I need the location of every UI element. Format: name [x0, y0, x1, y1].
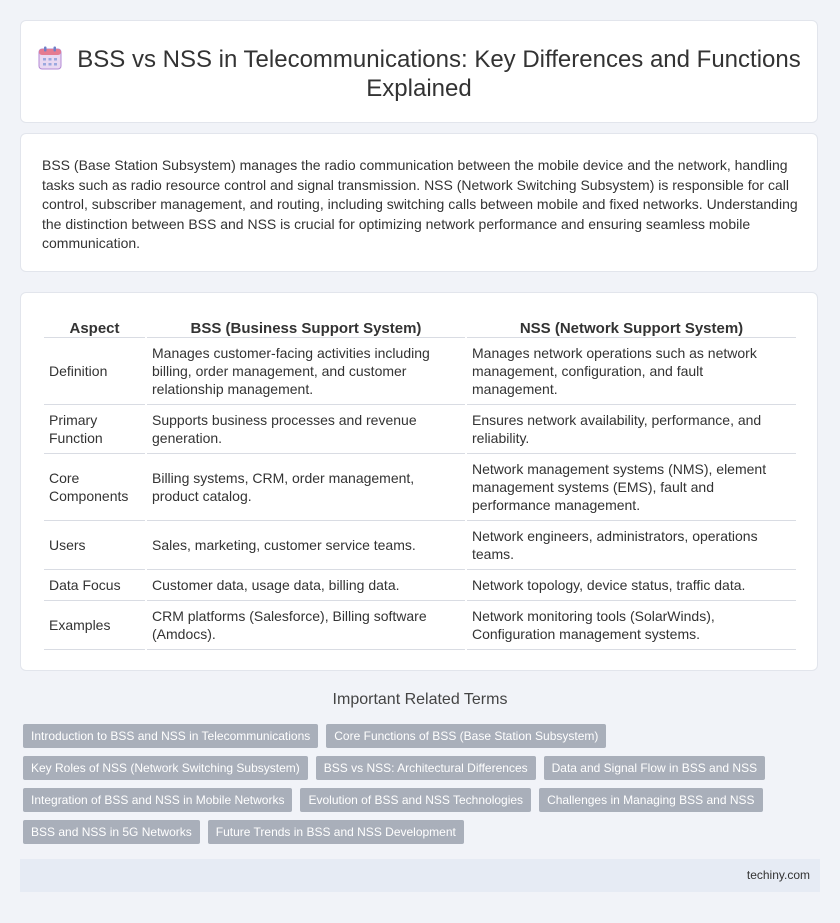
row-nss: Manages network operations such as network management, configuration, and fault management. [467, 338, 796, 405]
tag-row [23, 788, 813, 812]
related-term-tag[interactable]: Integration of BSS and NSS in Mobile Networks [23, 788, 292, 812]
row-nss: Network topology, device status, traffic data. [467, 570, 796, 601]
row-nss: Network management systems (NMS), element management systems (EMS), fault and performance management. [467, 454, 796, 521]
row-nss: Network engineers, administrators, operations teams. [467, 521, 796, 570]
row-aspect: Definition [44, 338, 145, 405]
row-bss: Sales, marketing, customer service teams. [147, 521, 465, 570]
related-term-tag[interactable]: BSS and NSS in 5G Networks [23, 820, 200, 844]
row-aspect: Users [44, 521, 145, 570]
row-nss: Network monitoring tools (SolarWinds), Configuration management systems. [467, 601, 796, 650]
tag-row [23, 756, 813, 780]
related-term-tag[interactable]: Challenges in Managing BSS and NSS [539, 788, 762, 812]
related-term-tag[interactable]: Evolution of BSS and NSS Technologies [300, 788, 531, 812]
related-terms [23, 724, 813, 852]
footer-site-link[interactable]: techiny.com [746, 868, 810, 882]
row-aspect: Data Focus [44, 570, 145, 601]
related-term-tag[interactable]: Key Roles of NSS (Network Switching Subsystem) [23, 756, 308, 780]
intro-paragraph: BSS (Base Station Subsystem) manages the radio communication between the mobile device and the network, handling tasks such as radio resource control and signal transmission. NSS (Network Switching Subsystem) is responsible for call control, subscriber management, and routing, including switching calls between mobile and fixed networks. Understanding the distinction between BSS and NSS is crucial for optimizing network performance and ensuring seamless mobile communication. [42, 157, 798, 251]
tag-row [23, 724, 813, 748]
table-row [44, 405, 796, 454]
table-row [44, 338, 796, 405]
related-term-tag[interactable]: Future Trends in BSS and NSS Development [208, 820, 464, 844]
row-bss: Manages customer-facing activities including billing, order management, and customer relationship management. [147, 338, 465, 405]
row-aspect: Core Components [44, 454, 145, 521]
related-term-tag[interactable]: BSS vs NSS: Architectural Differences [316, 756, 536, 780]
table-row [44, 454, 796, 521]
table-row [44, 570, 796, 601]
page-title: BSS vs NSS in Telecommunications: Key Differences and Functions Explained [77, 46, 801, 102]
header-aspect: Aspect [44, 316, 145, 338]
comparison-table [42, 316, 798, 650]
related-term-tag[interactable]: Data and Signal Flow in BSS and NSS [544, 756, 765, 780]
comparison-card [20, 292, 818, 671]
table-row [44, 521, 796, 570]
row-bss: CRM platforms (Salesforce), Billing software (Amdocs). [147, 601, 465, 650]
row-aspect: Examples [44, 601, 145, 650]
footer [20, 859, 820, 892]
intro-card [20, 133, 818, 272]
related-term-tag[interactable]: Introduction to BSS and NSS in Telecommunications [23, 724, 318, 748]
row-aspect: Primary Function [44, 405, 145, 454]
header-bss: BSS (Business Support System) [147, 316, 465, 338]
related-terms-title: Important Related Terms [332, 691, 508, 708]
title-card [20, 20, 818, 123]
header-nss: NSS (Network Support System) [467, 316, 796, 338]
calendar-icon [37, 45, 63, 71]
tag-row [23, 820, 813, 844]
table-header-row [44, 316, 796, 338]
row-bss: Supports business processes and revenue generation. [147, 405, 465, 454]
row-bss: Customer data, usage data, billing data. [147, 570, 465, 601]
row-nss: Ensures network availability, performance, and reliability. [467, 405, 796, 454]
table-row [44, 601, 796, 650]
page-title-wrap [21, 45, 817, 103]
row-bss: Billing systems, CRM, order management, product catalog. [147, 454, 465, 521]
related-term-tag[interactable]: Core Functions of BSS (Base Station Subsystem) [326, 724, 606, 748]
